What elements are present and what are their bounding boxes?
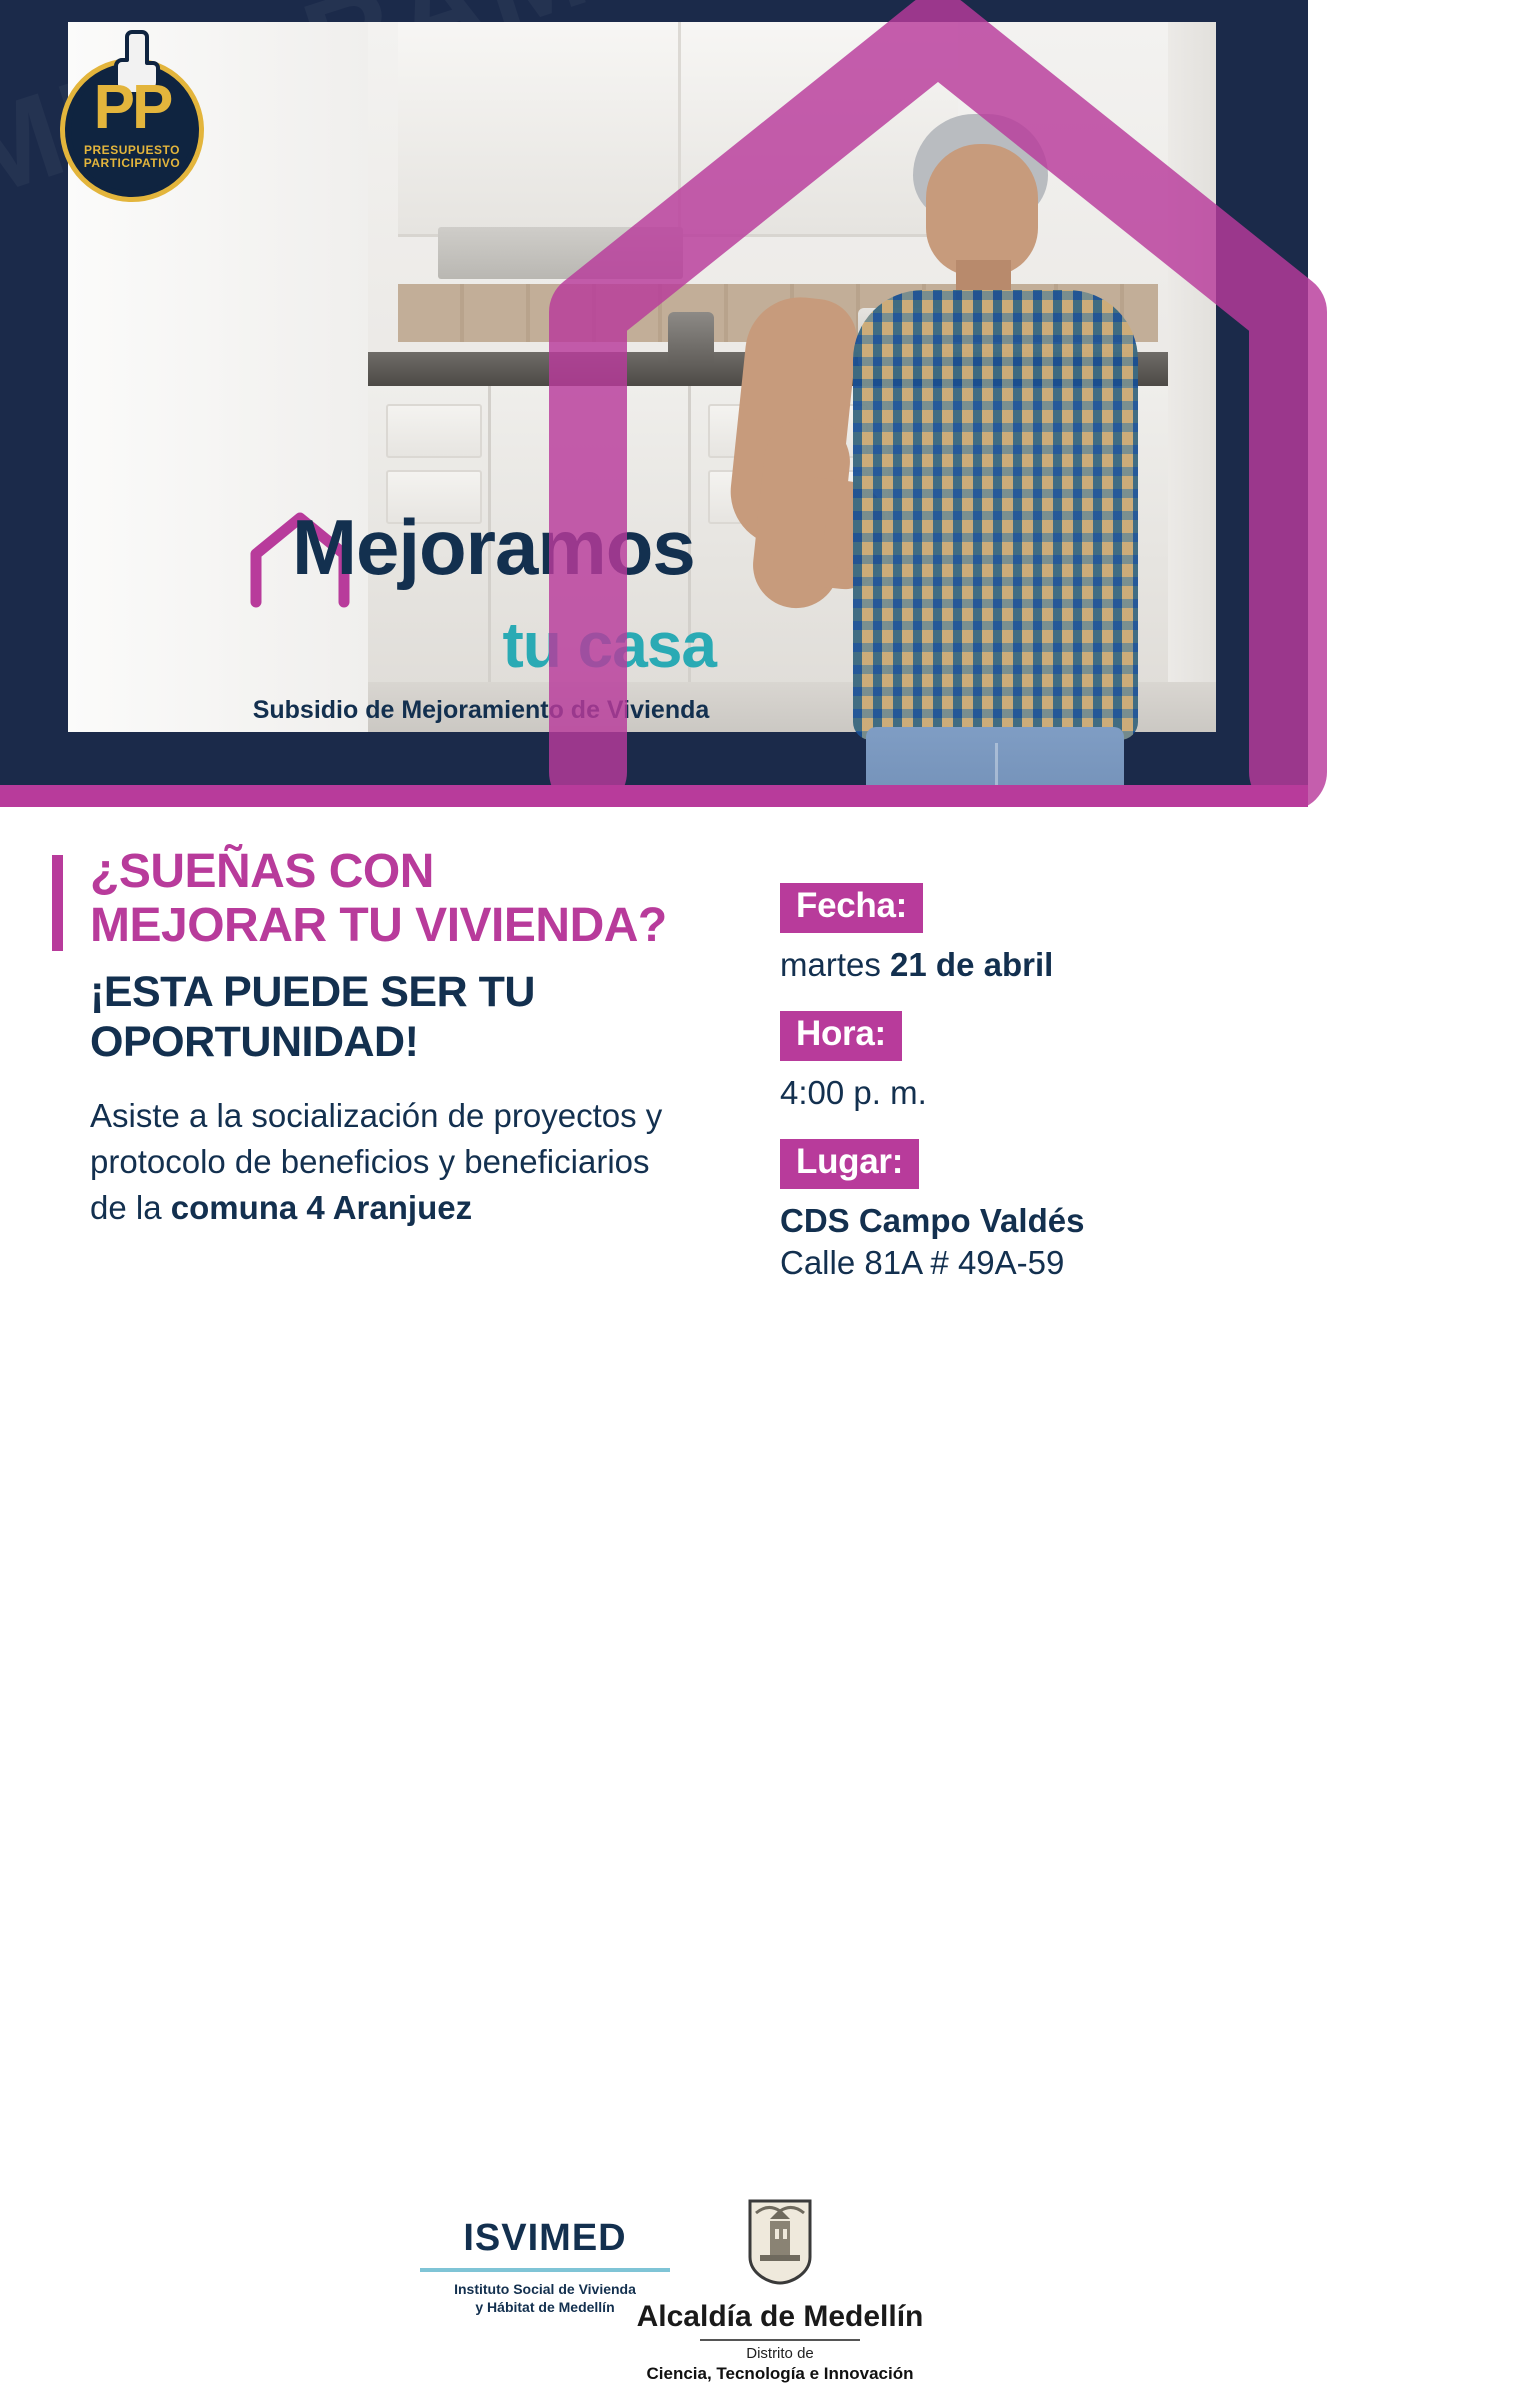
- isvimed-name: ISVIMED: [463, 2217, 627, 2259]
- brand-lockup: [246, 502, 766, 725]
- detail-fecha: [780, 883, 1200, 985]
- detail-lugar: [780, 1139, 1200, 1283]
- hero-photo: [68, 22, 1216, 732]
- detail-lugar-address: Calle 81A # 49A-59: [780, 1244, 1065, 1281]
- left-column: [52, 845, 672, 1231]
- pp-badge-letters: PP: [93, 73, 171, 142]
- headline-opportunity: ¡ESTA PUEDE SER TU OPORTUNIDAD!: [90, 968, 535, 1066]
- alcaldia-sub-line1: Distrito de: [746, 2345, 814, 2362]
- isvimed-sub-line2: y Hábitat de Medellín: [475, 2299, 615, 2315]
- person-photo: [708, 82, 1168, 807]
- detail-hora-value: 4:00 p. m.: [780, 1074, 927, 1111]
- brand-word-sub: tu casa: [502, 609, 716, 681]
- coat-of-arms-icon: [744, 2195, 816, 2287]
- detail-fecha-plain: martes: [780, 946, 891, 983]
- wall-right: [1168, 22, 1216, 732]
- range-hood: [438, 227, 683, 279]
- hero-section: [0, 0, 1308, 785]
- footer-logos: [0, 2187, 1308, 2407]
- person-face: [926, 144, 1038, 276]
- detail-lugar-label: Lugar:: [780, 1139, 919, 1189]
- magenta-divider: [0, 785, 1308, 807]
- accent-bar: [52, 855, 63, 951]
- right-column: [780, 883, 1200, 1309]
- content-section: [0, 807, 1308, 2383]
- body-text: [90, 1093, 672, 1231]
- detail-lugar-venue: CDS Campo Valdés: [780, 1202, 1085, 1239]
- pp-badge-line1: PRESUPUESTO: [84, 143, 180, 157]
- pp-badge-line2: PARTICIPATIVO: [83, 156, 181, 170]
- detail-fecha-bold: 21 de abril: [890, 946, 1054, 983]
- pp-badge: [54, 28, 214, 198]
- person-blouse: [853, 290, 1138, 740]
- isvimed-sub-line1: Instituto Social de Vivienda: [454, 2281, 636, 2297]
- brand-tagline: Subsidio de Mejoramiento de Vivienda: [252, 696, 710, 724]
- pp-badge-subtitle: [54, 144, 210, 170]
- alcaldia-sub-line2: Ciencia, Tecnología e Innovación: [646, 2364, 914, 2383]
- alcaldia-rule: [700, 2339, 860, 2341]
- body-text-prefix: Asiste a la socialización de proyectos y protocolo de beneficios y beneficiarios de la: [90, 1097, 663, 1226]
- detail-fecha-value: [780, 945, 1200, 985]
- body-text-comuna: comuna 4 Aranjuez: [170, 1189, 473, 1226]
- cabinet-drawer: [386, 404, 482, 458]
- headline-question: ¿SUEÑAS CON MEJORAR TU VIVIENDA?: [90, 845, 667, 952]
- alcaldia-name: Alcaldía de Medellín: [636, 2300, 924, 2333]
- detail-hora: [780, 1011, 1200, 1113]
- detail-hora-label: Hora:: [780, 1011, 902, 1061]
- alcaldia-logo: [630, 2195, 930, 2384]
- detail-fecha-label: Fecha:: [780, 883, 923, 933]
- brand-word-main: Mejoramos: [292, 503, 695, 591]
